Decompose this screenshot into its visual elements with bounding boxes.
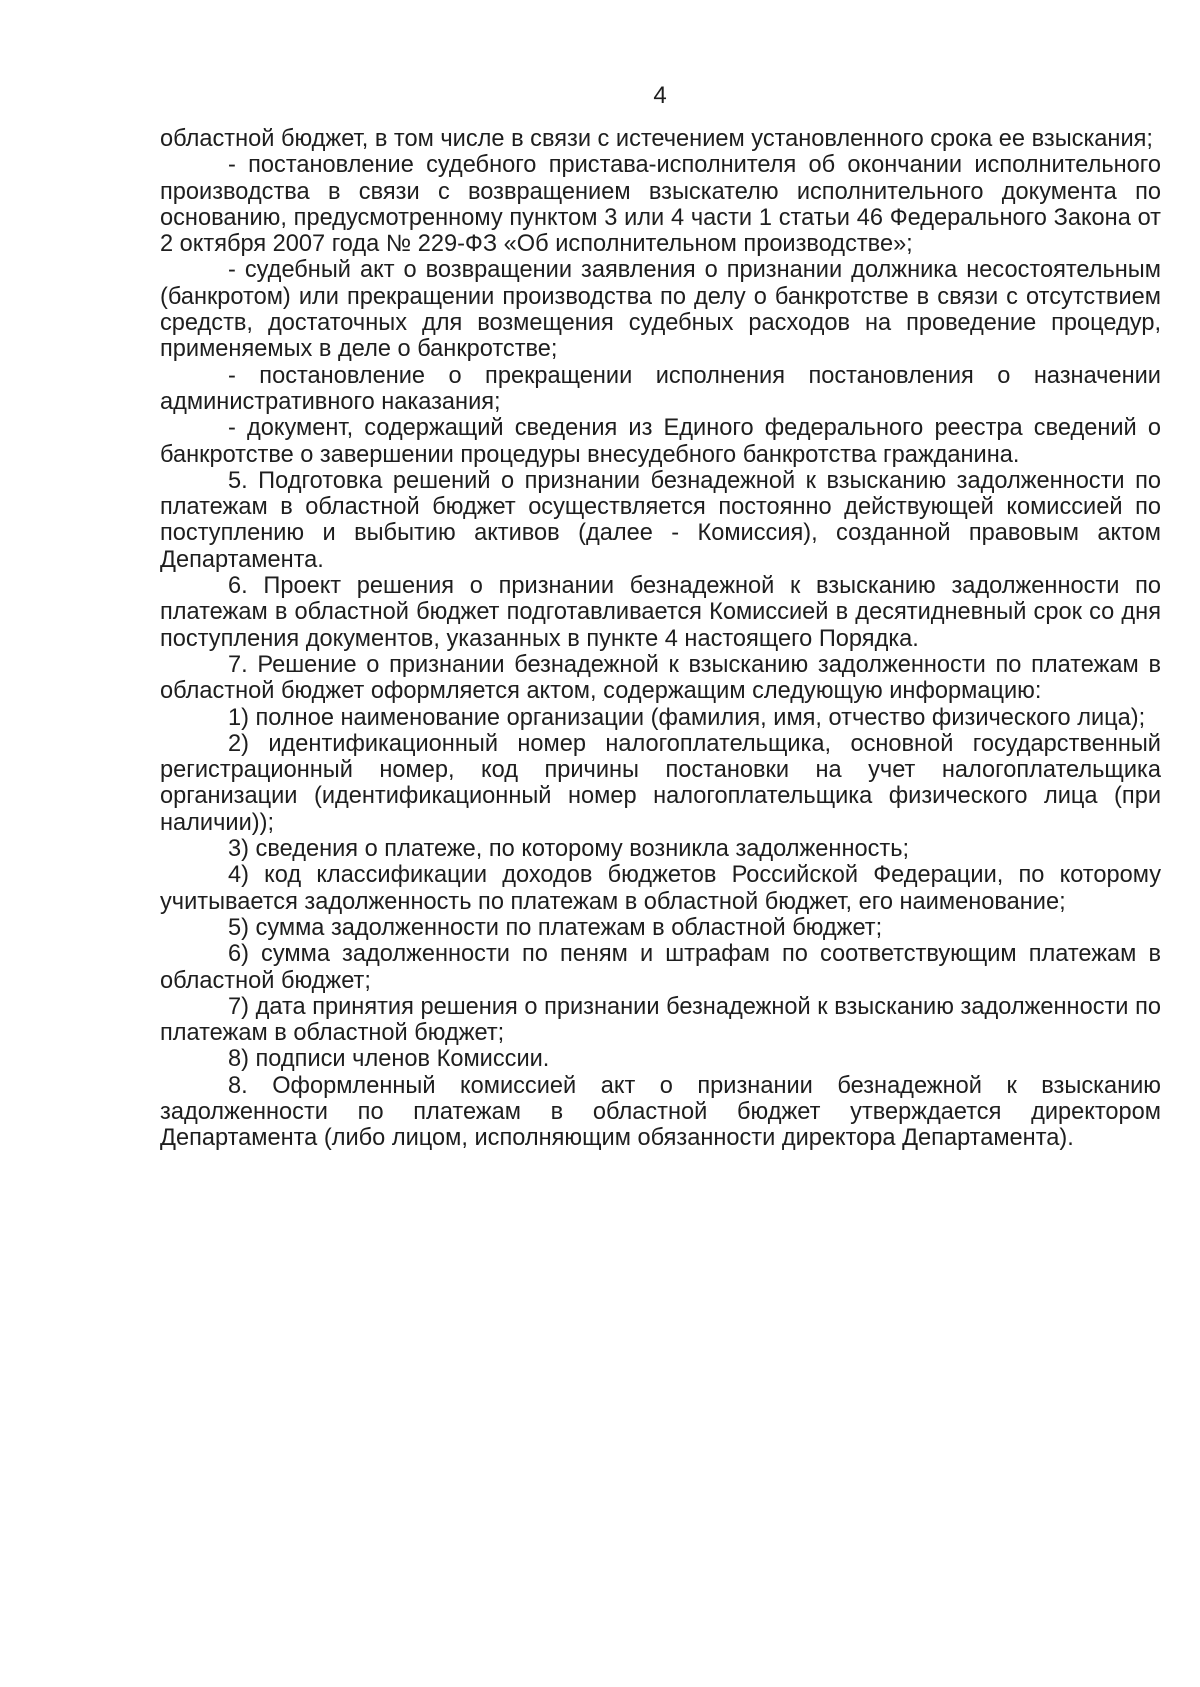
paragraph-item-7: 7. Решение о признании безнадежной к взысканию задолженности по платежам в областной бюджет оформляется актом, содержащим следующую информацию:: [160, 651, 1161, 705]
paragraph-item-5: 5. Подготовка решений о признании безнадежной к взысканию задолженности по платежам в областной бюджет осуществляется постоянно действующей комиссией по поступлению и выбытию активов (далее - Комиссия), созданной правовым актом Департамента.: [160, 467, 1161, 573]
list-item-2: 2) идентификационный номер налогоплательщика, основной государственный регистрационный номер, код причины постановки на учет налогоплательщика организации (идентификационный номер налогоплательщика физического лица (при наличии));: [160, 730, 1161, 836]
list-item-5: 5) сумма задолженности по платежам в областной бюджет;: [228, 914, 883, 941]
page-number: 4: [653, 82, 667, 109]
list-item-3: 3) сведения о платеже, по которому возникла задолженность;: [228, 836, 910, 863]
list-item-7: 7) дата принятия решения о признании безнадежной к взысканию задолженности по платежам в областной бюджет;: [160, 993, 1161, 1047]
paragraph-termination-resolution: - постановление о прекращении исполнения постановления о назначении административного наказания;: [160, 362, 1161, 415]
paragraph-court-act: - судебный акт о возвращении заявления о признании должника несостоятельным (банкротом) или прекращении производства по делу о банкротстве в связи с отсутствием средств, достаточных для возмещения судебных расходов на проведение процедур, применяемых в деле о банкротстве;: [160, 257, 1161, 363]
list-item-6: 6) сумма задолженности по пеням и штрафам по соответствующим платежам в областной бюджет;: [160, 941, 1161, 994]
paragraph-bankruptcy-registry: - документ, содержащий сведения из Единого федерального реестра сведений о банкротстве о завершении процедуры внесудебного банкротства гражданина.: [160, 415, 1161, 468]
paragraph-bailiff-resolution: - постановление судебного пристава-исполнителя об окончании исполнительного производства в связи с возвращением взыскателю исполнительного документа по основанию, предусмотренному пунктом 3 или 4 части 1 статьи 46 Федерального Закона от 2 октября 2007 года № 229-ФЗ «Об исполнительном производстве»;: [160, 152, 1161, 258]
paragraph-item-6: 6. Проект решения о признании безнадежной к взысканию задолженности по платежам в областной бюджет подготавливается Комиссией в десятидневный срок со дня поступления документов, указанных в пункте 4 настоящего Порядка.: [160, 573, 1161, 652]
list-item-4: 4) код классификации доходов бюджетов Российской Федерации, по которому учитывается задолженность по платежам в областной бюджет, его наименование;: [160, 862, 1161, 915]
list-item-8: 8) подписи членов Комиссии.: [228, 1046, 550, 1073]
paragraph-continuation: областной бюджет, в том числе в связи с истечением установленного срока ее взыскания;: [160, 126, 1153, 152]
document-body: [160, 126, 1161, 1152]
paragraph-item-8: 8. Оформленный комиссией акт о признании безнадежной к взысканию задолженности по платежам в областной бюджет утверждается директором Департамента (либо лицом, исполняющим обязанности директора Департамента).: [160, 1072, 1161, 1152]
list-item-1: 1) полное наименование организации (фамилия, имя, отчество физического лица);: [228, 704, 1146, 731]
